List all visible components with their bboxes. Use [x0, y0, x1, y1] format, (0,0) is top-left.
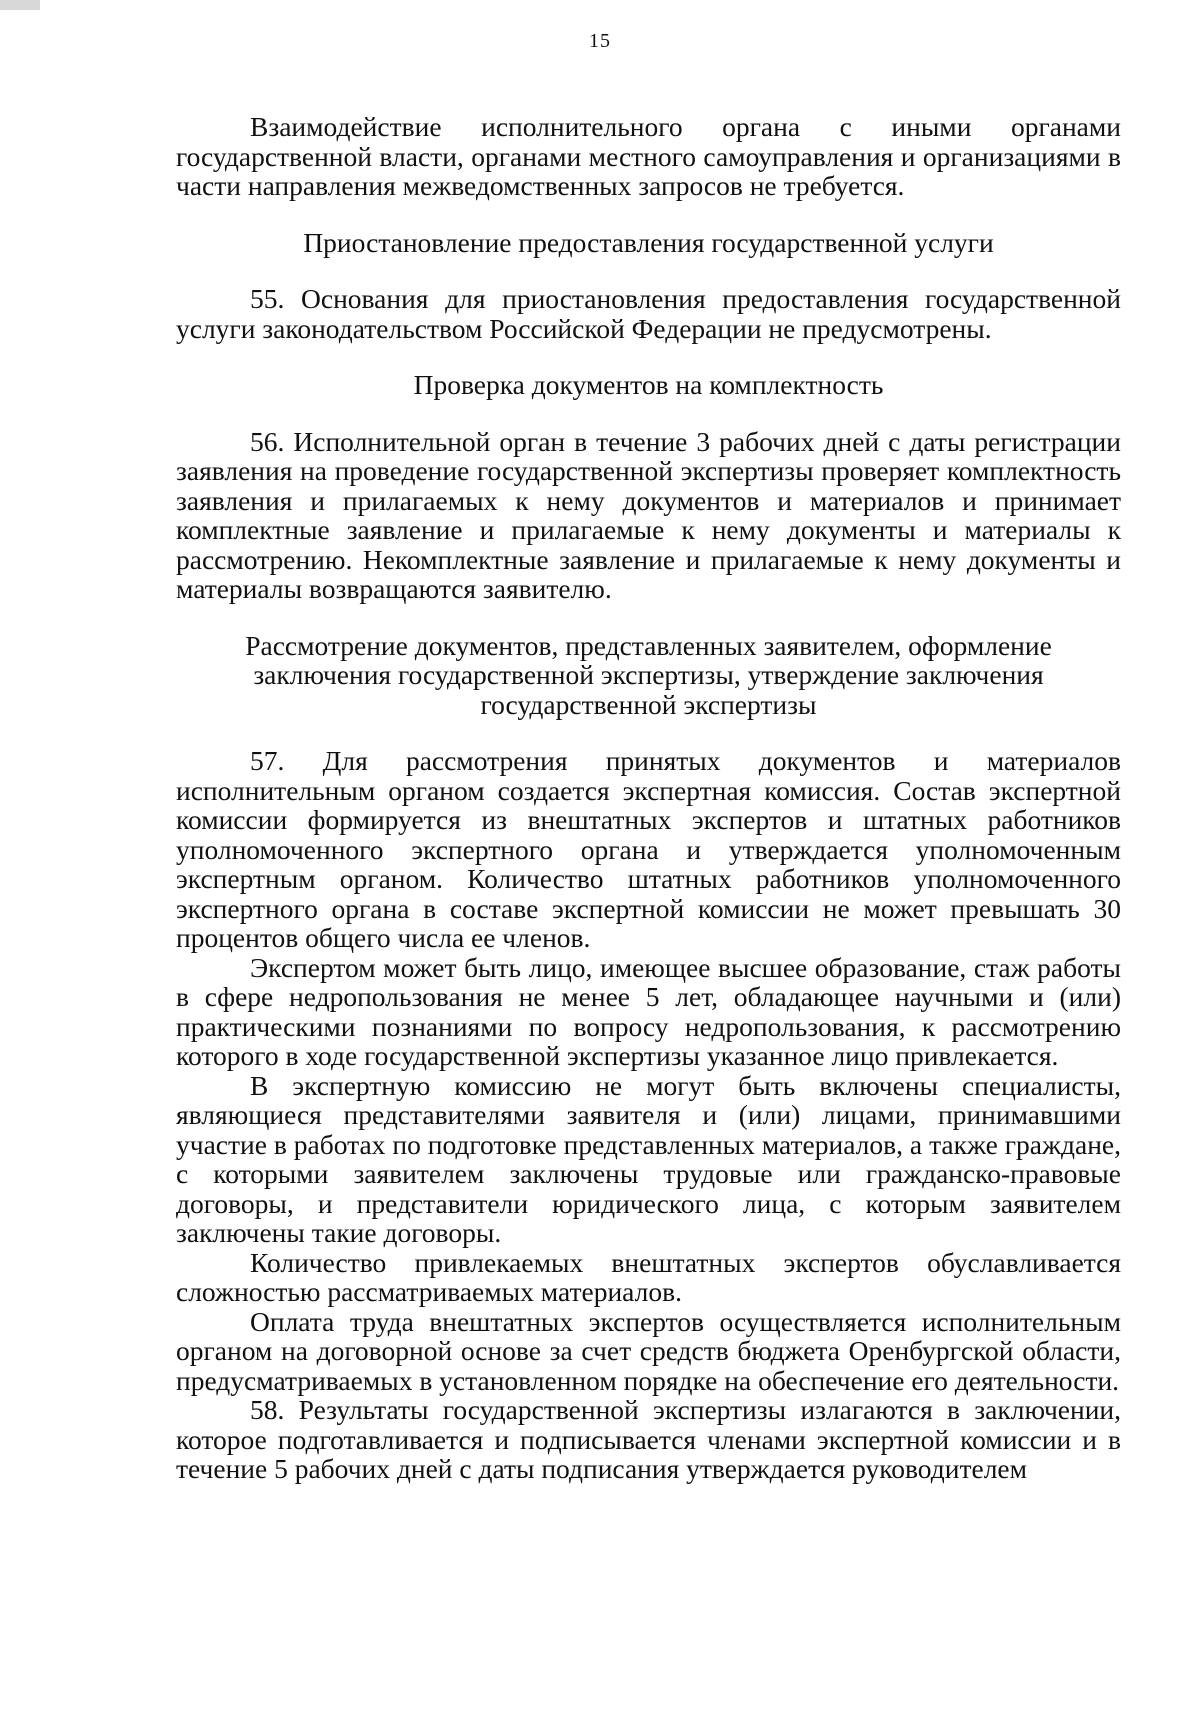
scan-artifact [0, 0, 40, 10]
paragraph-55: 55. Основания для приостановления предоставления государственной услуги законодательством Российской Федерации не предусмотрены. [176, 283, 1121, 344]
paragraph-58: 58. Результаты государственной экспертизы излагаются в заключении, которое подготавливается и подписывается членами экспертной комиссии и в течение 5 рабочих дней с даты подписания утверждается руководителем [176, 1394, 1121, 1484]
paragraph-57-expert: Экспертом может быть лицо, имеющее высшее образование, стаж работы в сфере недропользования не менее 5 лет, обладающее научными и (или) практическими познаниями по вопросу недропользования, к рассмотрению которого в ходе государственной экспертизы указанное лицо привлекается. [176, 951, 1121, 1071]
paragraph-57-exclusion: В экспертную комиссию не могут быть включены специалисты, являющиеся представителями заявителя и (или) лицами, принимавшими участие в работах по подготовке представленных материалов, а также граждане, с которыми заявителем заключены трудовые или гражданско-правовые договоры, и представители юридического лица, с которым заявителем заключены такие договоры. [176, 1069, 1121, 1248]
heading-review-line: Рассмотрение документов, представленных заявителем, оформление [245, 629, 1052, 661]
document-body [176, 112, 1121, 1484]
paragraph-intro: Взаимодействие исполнительного органа с иными органами государственной власти, органами местного самоуправления и организациями в части направления межведомственных запросов не требуется. [176, 111, 1121, 201]
paragraph-57-count: Количество привлекаемых внештатных экспертов обуславливается сложностью рассматриваемых материалов. [176, 1246, 1121, 1307]
heading-suspension: Приостановление предоставления государственной услуги [303, 226, 994, 258]
heading-review-line: государственной экспертизы [480, 688, 817, 720]
heading-review [176, 631, 1121, 720]
heading-review-line: заключения государственной экспертизы, утверждение заключения [253, 659, 1044, 690]
paragraph-57-payment: Оплата труда внештатных экспертов осуществляется исполнительным органом на договорной основе за счет средств бюджета Оренбургской области, предусматриваемых в установленном порядке на обеспечение его деятельности. [176, 1305, 1121, 1396]
paragraph-56: 56. Исполнительной орган в течение 3 рабочих дней с даты регистрации заявления на проведение государственной экспертизы проверяет комплектность заявления и прилагаемых к нему документов и материалов и принимает комплектные заявление и прилагаемые к нему документы и материалы к рассмотрению. Некомплектные заявление и прилагаемые к нему документы и материалы возвращаются заявителю. [176, 425, 1121, 604]
heading-completeness-check: Проверка документов на комплектность [413, 369, 884, 400]
paragraph-57: 57. Для рассмотрения принятых документов и материалов исполнительным органом создается экспертная комиссия. Состав экспертной комиссии формируется из внештатных экспертов и штатных работников уполномоченного экспертного органа и утверждается уполномоченным экспертным органом. Количество штатных работников уполномоченного экспертного органа в составе экспертной комиссии не может превышать 30 процентов общего числа ее членов. [176, 745, 1121, 953]
page-number: 15 [589, 30, 611, 52]
